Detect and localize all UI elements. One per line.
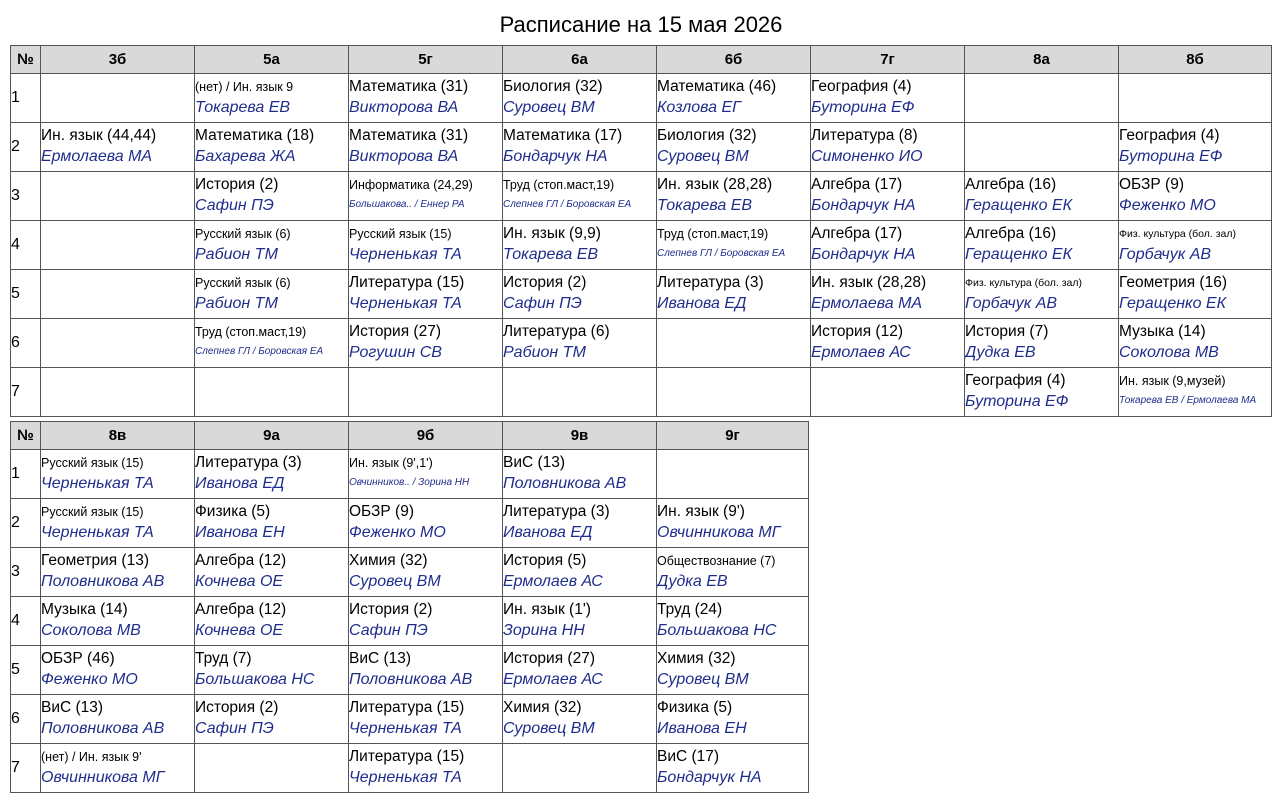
subject-label: Алгебра (16) (965, 225, 1057, 242)
teacher-name: Бондарчук НА (503, 148, 608, 165)
lesson-cell (195, 646, 349, 695)
subject-label: История (2) (195, 176, 279, 193)
subject-label: Физика (5) (195, 503, 271, 520)
subject-label: Математика (46) (657, 78, 777, 95)
lesson-cell (41, 172, 195, 221)
teacher-name: Черненькая ТА (349, 295, 462, 312)
lesson-cell (503, 450, 657, 499)
lesson-cell (657, 270, 811, 319)
lesson-row (11, 450, 809, 499)
class-header: 5а (195, 46, 349, 74)
subject-label: Ин. язык (9') (657, 503, 745, 520)
lesson-cell (349, 270, 503, 319)
subject-label: Алгебра (17) (811, 225, 903, 242)
class-header: 8а (965, 46, 1119, 74)
lesson-cell (349, 499, 503, 548)
teacher-name: Большакова НС (657, 622, 777, 639)
lesson-cell (41, 450, 195, 499)
lesson-cell (349, 695, 503, 744)
subject-label: ВиС (13) (503, 454, 566, 471)
teacher-name: Суровец ВМ (503, 720, 595, 737)
class-header: 7г (811, 46, 965, 74)
lesson-cell (965, 270, 1119, 319)
lesson-cell (349, 319, 503, 368)
subject-label: Ин. язык (1') (503, 601, 591, 618)
header-row (11, 46, 1272, 74)
subject-label: Русский язык (15) (41, 505, 144, 519)
lesson-cell (195, 499, 349, 548)
lesson-cell (349, 74, 503, 123)
teacher-name: Буторина ЕФ (1119, 148, 1223, 165)
teacher-name: Ермолаева МА (41, 148, 153, 165)
subject-label: Ин. язык (44,44) (41, 127, 157, 144)
subject-label: Физ. культура (бол. зал) (1119, 228, 1237, 240)
lesson-cell (503, 368, 657, 417)
lesson-number: 2 (11, 123, 41, 172)
teacher-name: Токарева ЕВ (657, 197, 753, 214)
lesson-cell (503, 744, 657, 793)
subject-label: История (2) (503, 274, 587, 291)
lesson-row (11, 368, 1272, 417)
lesson-cell (657, 368, 811, 417)
class-header: 6б (657, 46, 811, 74)
lesson-cell (503, 548, 657, 597)
lesson-cell (657, 646, 809, 695)
subject-label: Геометрия (13) (41, 552, 150, 569)
subject-label: Информатика (24,29) (349, 178, 473, 192)
teacher-name: Бахарева ЖА (195, 148, 296, 165)
class-header: 8б (1119, 46, 1272, 74)
lesson-cell (965, 221, 1119, 270)
subject-label: История (27) (503, 650, 595, 667)
subject-label: Математика (18) (195, 127, 315, 144)
lesson-cell (503, 123, 657, 172)
teacher-name: Рогушин СВ (349, 344, 442, 361)
lesson-cell (811, 123, 965, 172)
subject-label: История (5) (503, 552, 587, 569)
teacher-name: Феженко МО (41, 671, 138, 688)
lesson-cell (965, 172, 1119, 221)
lesson-cell (657, 744, 809, 793)
lesson-cell (195, 221, 349, 270)
teacher-name: Дудка ЕВ (965, 344, 1036, 361)
teacher-name: Токарева ЕВ (195, 99, 291, 116)
teacher-name: Соколова МВ (1119, 344, 1219, 361)
subject-label: Алгебра (17) (811, 176, 903, 193)
lesson-cell (657, 450, 809, 499)
subject-label: История (12) (811, 323, 903, 340)
class-header: 9в (503, 422, 657, 450)
teacher-name: Большакова.. / Еннер РА (349, 199, 465, 210)
lesson-cell (811, 368, 965, 417)
subject-label: ОБЗР (9) (1119, 176, 1185, 193)
teacher-name: Сафин ПЭ (195, 720, 274, 737)
teacher-name: Ермолаев АС (503, 573, 603, 590)
subject-label: Химия (32) (349, 552, 428, 569)
lesson-cell (503, 172, 657, 221)
lesson-number: 7 (11, 368, 41, 417)
lesson-row (11, 221, 1272, 270)
teacher-name: Суровец ВМ (657, 148, 749, 165)
subject-label: Литература (3) (503, 503, 610, 520)
lesson-row (11, 548, 809, 597)
teacher-name: Викторова ВА (349, 148, 459, 165)
subject-label: Литература (15) (349, 748, 465, 765)
subject-label: Химия (32) (657, 650, 736, 667)
lesson-cell (41, 646, 195, 695)
class-header: 8в (41, 422, 195, 450)
subject-label: Русский язык (15) (41, 456, 144, 470)
lesson-number: 7 (11, 744, 41, 793)
subject-label: Труд (стоп.маст,19) (195, 325, 307, 339)
lesson-cell (349, 744, 503, 793)
subject-label: История (7) (965, 323, 1049, 340)
subject-label: Ин. язык (9',1') (349, 456, 433, 470)
subject-label: Ин. язык (28,28) (811, 274, 927, 291)
teacher-name: Черненькая ТА (41, 524, 154, 541)
lesson-cell (41, 744, 195, 793)
class-header: 9а (195, 422, 349, 450)
lesson-cell (1119, 368, 1272, 417)
teacher-name: Горбачук АВ (1119, 246, 1212, 263)
lesson-number: 3 (11, 172, 41, 221)
lesson-cell (349, 172, 503, 221)
subject-label: Физика (5) (657, 699, 733, 716)
teacher-name: Ермолаева МА (811, 295, 923, 312)
lesson-cell (965, 368, 1119, 417)
subject-label: Биология (32) (657, 127, 757, 144)
subject-label: Биология (32) (503, 78, 603, 95)
subject-label: Труд (стоп.маст,19) (503, 178, 615, 192)
teacher-name: Геращенко ЕК (965, 246, 1073, 263)
lesson-cell (1119, 270, 1272, 319)
subject-label: Русский язык (6) (195, 227, 291, 241)
lesson-cell (195, 270, 349, 319)
schedule-table-lower (10, 421, 809, 793)
class-header: 9г (657, 422, 809, 450)
teacher-name: Сафин ПЭ (349, 622, 428, 639)
teacher-name: Черненькая ТА (349, 720, 462, 737)
teacher-name: Горбачук АВ (965, 295, 1058, 312)
subject-label: ВиС (17) (657, 748, 720, 765)
teacher-name: Козлова ЕГ (657, 99, 741, 116)
teacher-name: Иванова ЕД (657, 295, 747, 312)
teacher-name: Рабион ТМ (503, 344, 586, 361)
teacher-name: Половникова АВ (41, 573, 165, 590)
subject-label: Литература (3) (657, 274, 764, 291)
lesson-cell (811, 172, 965, 221)
lesson-cell (811, 270, 965, 319)
teacher-name: Половникова АВ (503, 475, 627, 492)
subject-label: Химия (32) (503, 699, 582, 716)
lesson-row (11, 270, 1272, 319)
lesson-row (11, 499, 809, 548)
lesson-number: 1 (11, 74, 41, 123)
lesson-cell (195, 695, 349, 744)
lesson-cell (41, 695, 195, 744)
teacher-name: Викторова ВА (349, 99, 459, 116)
header-row (11, 422, 809, 450)
teacher-name: Суровец ВМ (349, 573, 441, 590)
teacher-name: Овчинников.. / Зорина НН (349, 477, 470, 488)
lesson-cell (503, 597, 657, 646)
lesson-cell (349, 597, 503, 646)
lesson-cell (811, 74, 965, 123)
teacher-name: Буторина ЕФ (811, 99, 915, 116)
lesson-cell (657, 74, 811, 123)
subject-label: Литература (8) (811, 127, 918, 144)
subject-label: Математика (31) (349, 78, 469, 95)
lesson-row (11, 695, 809, 744)
teacher-name: Черненькая ТА (349, 246, 462, 263)
lesson-cell (41, 368, 195, 417)
subject-label: ВиС (13) (41, 699, 104, 716)
subject-label: Математика (31) (349, 127, 469, 144)
teacher-name: Иванова ЕД (503, 524, 593, 541)
lesson-number: 5 (11, 646, 41, 695)
teacher-name: Половникова АВ (349, 671, 473, 688)
page-title: Расписание на 15 мая 2026 (499, 12, 783, 37)
lesson-cell (657, 221, 811, 270)
subject-label: Русский язык (15) (349, 227, 452, 241)
lesson-cell (503, 499, 657, 548)
teacher-name: Иванова ЕД (195, 475, 285, 492)
lesson-cell (1119, 319, 1272, 368)
teacher-name: Слепнев ГЛ / Боровская ЕА (657, 248, 786, 259)
lesson-cell (503, 646, 657, 695)
teacher-name: Иванова ЕН (657, 720, 747, 737)
teacher-name: Сафин ПЭ (195, 197, 274, 214)
lesson-row (11, 646, 809, 695)
teacher-name: Бондарчук НА (657, 769, 762, 786)
subject-label: Труд (24) (657, 601, 723, 618)
teacher-name: Суровец ВМ (657, 671, 749, 688)
subject-label: ОБЗР (46) (41, 650, 115, 667)
teacher-name: Бондарчук НА (811, 246, 916, 263)
number-header: № (11, 422, 41, 450)
lesson-cell (503, 319, 657, 368)
teacher-name: Соколова МВ (41, 622, 141, 639)
lesson-cell (811, 319, 965, 368)
lesson-row (11, 744, 809, 793)
lesson-row (11, 74, 1272, 123)
lesson-cell (349, 646, 503, 695)
lesson-cell (41, 597, 195, 646)
teacher-name: Суровец ВМ (503, 99, 595, 116)
lesson-cell (41, 221, 195, 270)
subject-label: География (4) (811, 78, 912, 95)
teacher-name: Иванова ЕН (195, 524, 285, 541)
teacher-name: Геращенко ЕК (965, 197, 1073, 214)
teacher-name: Феженко МО (349, 524, 446, 541)
subject-label: История (27) (349, 323, 441, 340)
lesson-cell (503, 221, 657, 270)
teacher-name: Овчинникова МГ (657, 524, 781, 541)
lesson-cell (349, 123, 503, 172)
teacher-name: Дудка ЕВ (657, 573, 728, 590)
lesson-cell (349, 548, 503, 597)
lesson-number: 4 (11, 597, 41, 646)
lesson-cell (195, 368, 349, 417)
subject-label: Физ. культура (бол. зал) (965, 277, 1083, 289)
lesson-cell (657, 548, 809, 597)
teacher-name: Ермолаев АС (811, 344, 911, 361)
lesson-cell (1119, 123, 1272, 172)
subject-label: Ин. язык (9,музей) (1119, 374, 1226, 388)
lesson-cell (195, 548, 349, 597)
lesson-cell (41, 499, 195, 548)
teacher-name: Токарева ЕВ (503, 246, 599, 263)
class-header: 6а (503, 46, 657, 74)
subject-label: Труд (7) (195, 650, 252, 667)
subject-label: Алгебра (16) (965, 176, 1057, 193)
lesson-cell (349, 221, 503, 270)
lesson-cell (965, 319, 1119, 368)
lesson-cell (657, 319, 811, 368)
teacher-name: Бондарчук НА (811, 197, 916, 214)
teacher-name: Слепнев ГЛ / Боровская ЕА (195, 346, 324, 357)
subject-label: География (4) (965, 372, 1066, 389)
lesson-cell (41, 74, 195, 123)
subject-label: Алгебра (12) (195, 601, 287, 618)
teacher-name: Геращенко ЕК (1119, 295, 1227, 312)
teacher-name: Овчинникова МГ (41, 769, 165, 786)
subject-label: Литература (15) (349, 699, 465, 716)
subject-label: ВиС (13) (349, 650, 412, 667)
lesson-cell (1119, 221, 1272, 270)
lesson-number: 5 (11, 270, 41, 319)
teacher-name: Симоненко ИО (811, 148, 923, 165)
lesson-number: 4 (11, 221, 41, 270)
lesson-row (11, 123, 1272, 172)
lesson-number: 6 (11, 319, 41, 368)
subject-label: Математика (17) (503, 127, 623, 144)
lesson-cell (349, 450, 503, 499)
class-header: 5г (349, 46, 503, 74)
subject-label: Ин. язык (28,28) (657, 176, 773, 193)
subject-label: Труд (стоп.маст,19) (657, 227, 769, 241)
subject-label: География (4) (1119, 127, 1220, 144)
lesson-cell (195, 123, 349, 172)
subject-label: История (2) (349, 601, 433, 618)
lesson-cell (657, 597, 809, 646)
lesson-cell (1119, 172, 1272, 221)
lesson-cell (41, 548, 195, 597)
lesson-cell (195, 597, 349, 646)
subject-label: Музыка (14) (41, 601, 128, 618)
class-header: 9б (349, 422, 503, 450)
number-header: № (11, 46, 41, 74)
lesson-number: 2 (11, 499, 41, 548)
subject-label: Алгебра (12) (195, 552, 287, 569)
subject-label: Литература (15) (349, 274, 465, 291)
lesson-cell (657, 499, 809, 548)
teacher-name: Рабион ТМ (195, 295, 278, 312)
subject-label: Ин. язык (9,9) (503, 225, 601, 242)
lesson-cell (503, 695, 657, 744)
teacher-name: Большакова НС (195, 671, 315, 688)
subject-label: Музыка (14) (1119, 323, 1206, 340)
lesson-cell (965, 123, 1119, 172)
class-header: 3б (41, 46, 195, 74)
subject-label: Обществознание (7) (657, 554, 776, 568)
lesson-cell (503, 74, 657, 123)
lesson-cell (657, 172, 811, 221)
lesson-cell (41, 319, 195, 368)
lesson-number: 1 (11, 450, 41, 499)
lesson-cell (195, 450, 349, 499)
lesson-number: 6 (11, 695, 41, 744)
lesson-cell (195, 74, 349, 123)
subject-label: (нет) / Ин. язык 9' (41, 750, 142, 764)
lesson-cell (349, 368, 503, 417)
lesson-cell (657, 123, 811, 172)
lesson-cell (195, 319, 349, 368)
teacher-name: Сафин ПЭ (503, 295, 582, 312)
lesson-number: 3 (11, 548, 41, 597)
schedule-table-upper (10, 45, 1272, 417)
lesson-row (11, 172, 1272, 221)
subject-label: Русский язык (6) (195, 276, 291, 290)
teacher-name: Черненькая ТА (41, 475, 154, 492)
teacher-name: Зорина НН (503, 622, 585, 639)
teacher-name: Кочнева ОЕ (195, 622, 284, 639)
lesson-cell (657, 695, 809, 744)
subject-label: Литература (3) (195, 454, 302, 471)
teacher-name: Буторина ЕФ (965, 393, 1069, 410)
lesson-row (11, 597, 809, 646)
lesson-cell (811, 221, 965, 270)
teacher-name: Половникова АВ (41, 720, 165, 737)
teacher-name: Кочнева ОЕ (195, 573, 284, 590)
lesson-cell (195, 172, 349, 221)
teacher-name: Рабион ТМ (195, 246, 278, 263)
lesson-row (11, 319, 1272, 368)
subject-label: ОБЗР (9) (349, 503, 415, 520)
lesson-cell (41, 270, 195, 319)
teacher-name: Ермолаев АС (503, 671, 603, 688)
lesson-cell (503, 270, 657, 319)
lesson-cell (1119, 74, 1272, 123)
teacher-name: Токарева ЕВ / Ермолаева МА (1119, 395, 1257, 406)
lesson-cell (195, 744, 349, 793)
subject-label: История (2) (195, 699, 279, 716)
subject-label: (нет) / Ин. язык 9 (195, 80, 294, 94)
teacher-name: Слепнев ГЛ / Боровская ЕА (503, 199, 632, 210)
subject-label: Литература (6) (503, 323, 610, 340)
subject-label: Геометрия (16) (1119, 274, 1228, 291)
teacher-name: Черненькая ТА (349, 769, 462, 786)
lesson-cell (965, 74, 1119, 123)
lesson-cell (41, 123, 195, 172)
teacher-name: Феженко МО (1119, 197, 1216, 214)
